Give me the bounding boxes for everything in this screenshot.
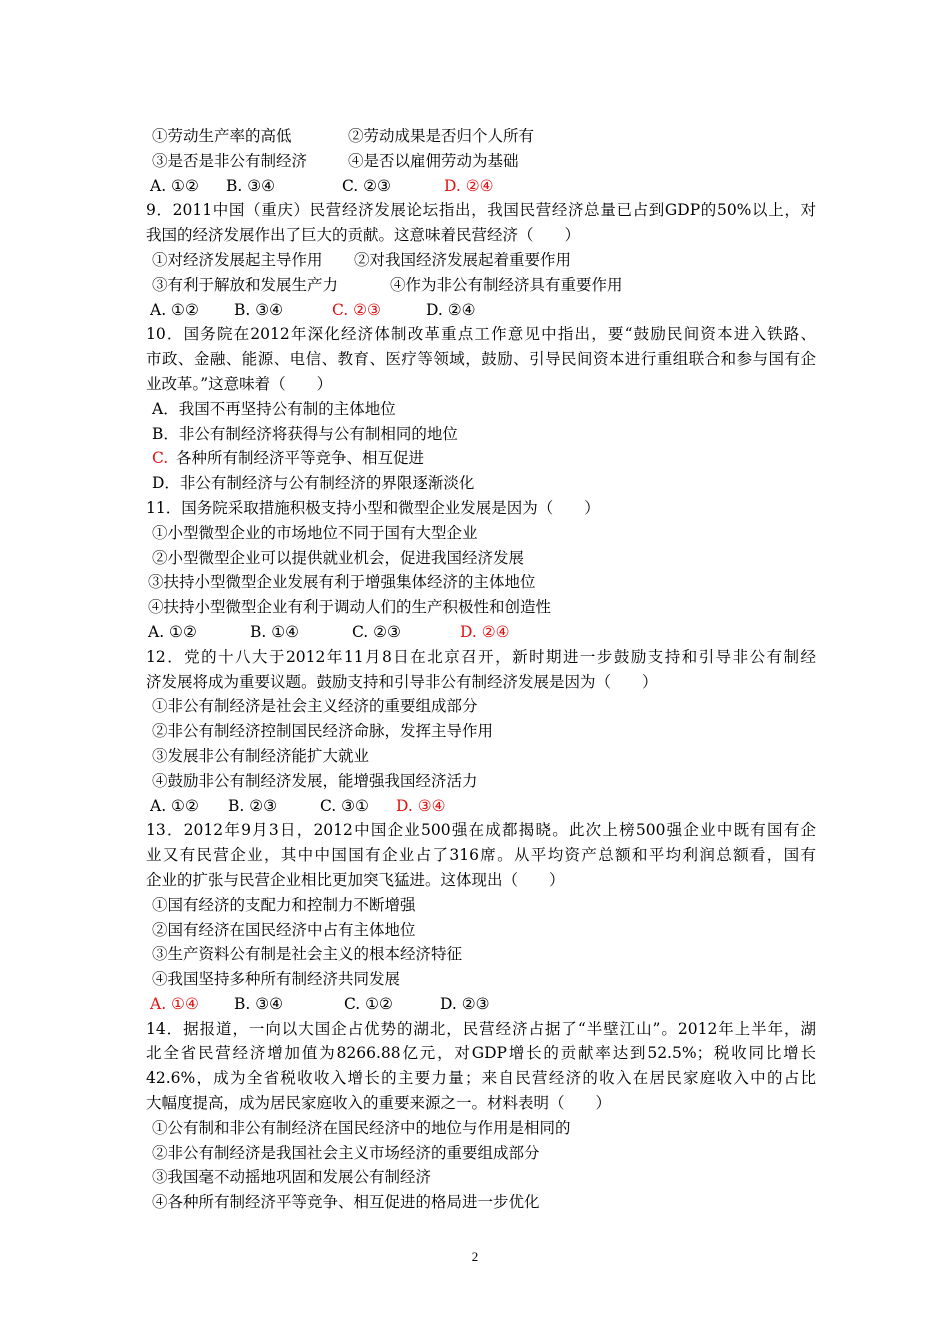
choice-c: C. ③①: [320, 796, 369, 815]
option: ②对我国经济发展起着重要作用: [354, 250, 572, 269]
choice-d: D. ②③: [440, 994, 490, 1013]
option-3: ③发展非公有制经济能扩大就业: [152, 746, 370, 765]
question-9-cont: 我国的经济发展作出了巨大的贡献。这意味着民营经济（ ）: [146, 226, 581, 245]
option: ④作为非公有制经济具有重要作用: [390, 275, 623, 294]
option-4: ④我国坚持多种所有制经济共同发展: [152, 970, 401, 989]
question-13: 13．2012年9月3日，2012中国企业500强在成都揭晓。此次上榜500强企业中既有国有企: [146, 821, 816, 840]
choice-b: B. ③④: [226, 176, 276, 195]
option-d: D．非公有制经济与公有制经济的界限逐渐淡化: [152, 474, 475, 493]
option-3: ③生产资料公有制是社会主义的根本经济特征: [152, 945, 463, 964]
option-c-correct: [146, 446, 816, 471]
option-2: ②小型微型企业可以提供就业机会，促进我国经济发展: [152, 548, 525, 567]
option-3: ③我国毫不动摇地巩固和发展公有制经济: [152, 1168, 432, 1187]
choice-a: A. ①②: [148, 622, 197, 641]
page-number: 2: [471, 1249, 479, 1264]
option-1: ①非公有制经济是社会主义经济的重要组成部分: [152, 697, 478, 716]
question-10-cont: 市政、金融、能源、电信、教育、医疗等领域，鼓励、引导民间资本进行重组联合和参与国有企: [146, 350, 816, 369]
option: ①劳动生产率的高低: [152, 127, 292, 145]
question-14-cont: 北全省民营经济增加值为8266.88亿元，对GDP增长的贡献率达到52.5%；税收同比增长: [146, 1044, 816, 1063]
option-b: B．非公有制经济将获得与公有制相同的地位: [152, 424, 458, 443]
question-11: 11．国务院采取措施积极支持小型和微型企业发展是因为（ ）: [146, 498, 600, 517]
option: ①对经济发展起主导作用: [152, 250, 323, 269]
option-3: ③扶持小型微型企业发展有利于增强集体经济的主体地位: [148, 573, 536, 592]
question-14: 14．据报道，一向以大国企占优势的湖北，民营经济占据了“半壁江山”。2012年上半年，湖: [146, 1019, 816, 1038]
option-1: ①国有经济的支配力和控制力不断增强: [152, 895, 416, 914]
option-row: [146, 124, 816, 149]
choice-a: A. ①②: [150, 176, 199, 195]
option: ③有利于解放和发展生产力: [152, 275, 339, 294]
answer-choices-q8: [146, 174, 816, 199]
option: ③是否是非公有制经济: [152, 151, 308, 170]
answer-choices-q9: [146, 298, 816, 323]
choice-c: C. ②③: [342, 176, 391, 195]
option-2: ②非公有制经济是我国社会主义市场经济的重要组成部分: [152, 1143, 540, 1162]
question-10: 10．国务院在2012年深化经济体制改革重点工作意见中指出，要“鼓励民间资本进入铁路、: [146, 325, 816, 344]
question-13-cont: 企业的扩张与民营企业相比更加突飞猛进。这体现出（ ）: [146, 870, 565, 889]
choice-b: B. ①④: [250, 622, 300, 641]
option-1: ①公有制和非公有制经济在国民经济中的地位与作用是相同的: [152, 1118, 571, 1137]
option-2: ②非公有制经济控制国民经济命脉，发挥主导作用: [152, 722, 494, 741]
question-13-cont: 业又有民营企业，其中中国国有企业占了316席。从平均资产总额和平均利润总额看，国有: [146, 846, 816, 865]
choice-a: A. ①②: [150, 796, 199, 815]
choice-a-correct: A. ①④: [150, 994, 199, 1013]
question-9: 9．2011中国（重庆）民营经济发展论坛指出，我国民营经济总量已占到GDP的50%以上，对: [146, 201, 816, 220]
option-letter: C.: [152, 449, 169, 468]
option-a: A．我国不再坚持公有制的主体地位: [152, 399, 396, 418]
answer-choices-q13: [146, 992, 816, 1017]
answer-choices-q12: [146, 794, 816, 819]
option-row: [146, 149, 816, 174]
choice-b: B. ③④: [234, 300, 284, 319]
answer-choices-q11: [146, 620, 816, 645]
choice-d-correct: D. ②④: [460, 622, 510, 641]
option-4: ④各种所有制经济平等竞争、相互促进的格局进一步优化: [152, 1193, 540, 1212]
choice-c: C. ①②: [344, 994, 393, 1013]
option: ②劳动成果是否归个人所有: [348, 127, 535, 145]
option-2: ②国有经济在国民经济中占有主体地位: [152, 920, 416, 939]
choice-d-correct: D. ③④: [396, 796, 446, 815]
choice-d-correct: D. ②④: [444, 176, 494, 195]
option-4: ④鼓励非公有制经济发展，能增强我国经济活力: [152, 771, 478, 790]
choice-c-correct: C. ②③: [332, 300, 381, 319]
question-12-cont: 济发展将成为重要议题。鼓励支持和引导非公有制经济发展是因为（ ）: [146, 672, 658, 691]
option-4: ④扶持小型微型企业有利于调动人们的生产积极性和创造性: [148, 598, 552, 617]
option-text: 各种所有制经济平等竞争、相互促进: [176, 449, 425, 468]
choice-d: D. ②④: [426, 300, 476, 319]
question-content: [146, 124, 816, 1215]
choice-b: B. ②③: [228, 796, 278, 815]
choice-b: B. ③④: [234, 994, 284, 1013]
option-row: [146, 273, 816, 298]
question-10-cont: 业改革。”这意味着（ ）: [146, 374, 333, 393]
question-12: 12．党的十八大于2012年11月8日在北京召开，新时期进一步鼓励支持和引导非公有制经: [146, 647, 816, 666]
question-14-cont: 42.6%，成为全省税收收入增长的主要力量；来自民营经济的收入在居民家庭收入中的占比: [146, 1069, 816, 1088]
choice-c: C. ②③: [352, 622, 401, 641]
question-14-cont: 大幅度提高，成为居民家庭收入的重要来源之一。材料表明（ ）: [146, 1094, 612, 1113]
option: ④是否以雇佣劳动为基础: [348, 151, 519, 170]
choice-a: A. ①②: [150, 300, 199, 319]
option-row: [146, 248, 816, 273]
option-1: ①小型微型企业的市场地位不同于国有大型企业: [152, 523, 478, 542]
